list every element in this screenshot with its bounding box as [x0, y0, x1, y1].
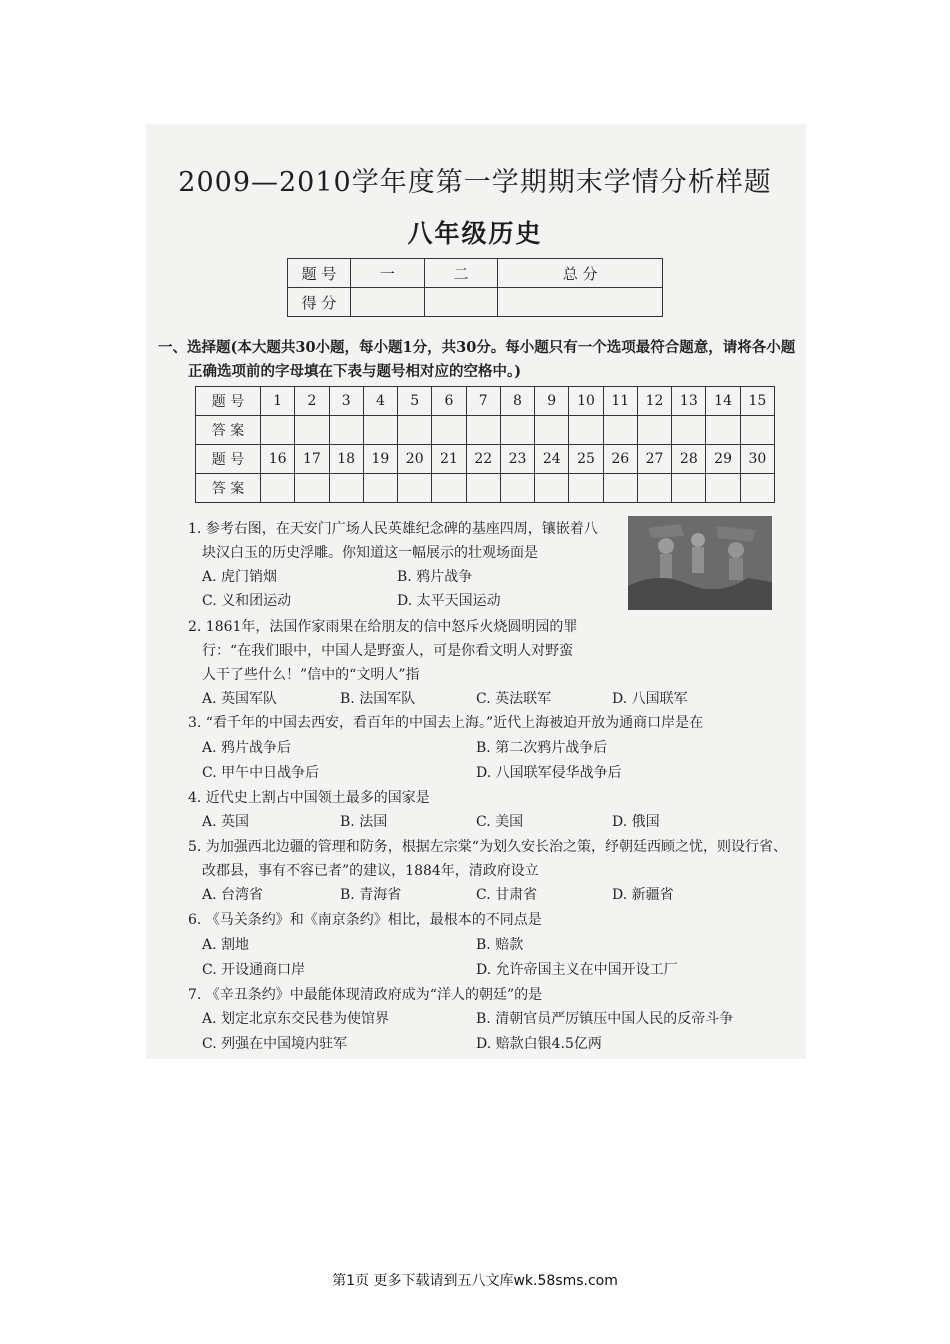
score-cell[interactable] [424, 288, 498, 317]
q2-stem-line: 人干了些什么！”信中的“文明人”指 [202, 667, 420, 683]
q4-option-c: C. 美国 [476, 814, 524, 830]
question-number-cell: 6 [432, 387, 466, 416]
answer-cell[interactable] [637, 474, 671, 503]
q4-option-a: A. 英国 [202, 814, 250, 830]
question-number-cell: 2 [295, 387, 329, 416]
q5-option-b: B. 青海省 [340, 887, 402, 903]
q3-option-d: D. 八国联军侵华战争后 [476, 765, 622, 781]
q3-stem-line: 3. “看千年的中国去西安，看百年的中国去上海。”近代上海被迫开放为通商口岸是在 [188, 715, 704, 731]
answer-cell[interactable] [295, 416, 329, 445]
answer-cell[interactable] [295, 474, 329, 503]
question-number-cell: 27 [637, 445, 671, 474]
answer-cell[interactable] [706, 474, 740, 503]
row-label: 答 案 [196, 474, 261, 503]
question-number-cell: 16 [261, 445, 295, 474]
q1-stem-line: 1. 参考右图，在天安门广场人民英雄纪念碑的基座四周，镶嵌着八 [188, 521, 598, 537]
question-number-cell: 30 [740, 445, 774, 474]
score-header-cell: 题 号 [288, 259, 351, 288]
question-number-cell: 5 [398, 387, 432, 416]
answer-cell[interactable] [261, 416, 295, 445]
answer-number-row [196, 445, 775, 474]
q5-option-d: D. 新疆省 [612, 887, 674, 903]
q6-option-b: B. 赔款 [476, 937, 524, 953]
score-header-cell: 一 [351, 259, 425, 288]
answer-cell[interactable] [329, 474, 363, 503]
score-cell[interactable] [498, 288, 663, 317]
question-number-cell: 26 [603, 445, 637, 474]
q1-option-a: A. 虎门销烟 [202, 569, 278, 585]
q7-option-b: B. 清朝官员严厉镇压中国人民的反帝斗争 [476, 1011, 734, 1027]
exam-title: 2009—2010学年度第一学期期末学情分析样题 [178, 167, 772, 198]
q7-option-c: C. 列强在中国境内驻军 [202, 1036, 348, 1052]
answer-cell[interactable] [672, 416, 706, 445]
answer-fill-row [196, 416, 775, 445]
q5-option-a: A. 台湾省 [202, 887, 264, 903]
question-number-cell: 18 [329, 445, 363, 474]
answer-cell[interactable] [603, 474, 637, 503]
page-footer: 第1页 更多下载请到五八文库wk.58sms.com [332, 1273, 618, 1289]
row-label: 题 号 [196, 445, 261, 474]
question-number-cell: 8 [500, 387, 534, 416]
answer-cell[interactable] [329, 416, 363, 445]
q4-option-b: B. 法国 [340, 814, 388, 830]
row-label: 答 案 [196, 416, 261, 445]
q3-option-a: A. 鸦片战争后 [202, 740, 292, 756]
section1-instruction-line1: 一、选择题(本大题共30小题，每小题1分，共30分。每小题只有一个选项最符合题意，请将各小题 [158, 339, 796, 356]
q6-option-a: A. 割地 [202, 937, 250, 953]
answer-cell[interactable] [466, 416, 500, 445]
answer-cell[interactable] [363, 416, 397, 445]
q5-stem-line: 改郡县，事有不容已者”的建议，1884年，清政府设立 [202, 863, 539, 879]
answer-cell[interactable] [706, 416, 740, 445]
q1-option-d: D. 太平天国运动 [397, 593, 501, 609]
q6-stem-line: 6. 《马关条约》和《南京条约》相比，最根本的不同点是 [188, 912, 542, 928]
answer-cell[interactable] [363, 474, 397, 503]
question-number-cell: 11 [603, 387, 637, 416]
score-label-cell: 得 分 [288, 288, 351, 317]
q2-option-c: C. 英法联军 [476, 691, 552, 707]
answer-cell[interactable] [740, 416, 774, 445]
question-number-cell: 19 [363, 445, 397, 474]
section1-instruction-line2: 正确选项前的字母填在下表与题号相对应的空格中。) [188, 363, 522, 380]
question-number-cell: 1 [261, 387, 295, 416]
question-number-cell: 21 [432, 445, 466, 474]
answer-cell[interactable] [398, 474, 432, 503]
question-number-cell: 3 [329, 387, 363, 416]
answer-cell[interactable] [569, 416, 603, 445]
q4-option-d: D. 俄国 [612, 814, 660, 830]
answer-number-row [196, 387, 775, 416]
answer-cell[interactable] [603, 416, 637, 445]
question-number-cell: 22 [466, 445, 500, 474]
question-number-cell: 12 [637, 387, 671, 416]
question-number-cell: 9 [535, 387, 569, 416]
q6-option-d: D. 允许帝国主义在中国开设工厂 [476, 962, 678, 978]
answer-cell[interactable] [500, 474, 534, 503]
q6-option-c: C. 开设通商口岸 [202, 962, 306, 978]
question-number-cell: 29 [706, 445, 740, 474]
q4-stem-line: 4. 近代史上割占中国领土最多的国家是 [188, 790, 430, 806]
score-header-cell: 二 [424, 259, 498, 288]
answer-cell[interactable] [569, 474, 603, 503]
q2-stem-line: 2. 1861年，法国作家雨果在给朋友的信中怒斥火烧圆明园的罪 [188, 619, 578, 635]
question-number-cell: 7 [466, 387, 500, 416]
answer-cell[interactable] [432, 416, 466, 445]
answer-fill-row [196, 474, 775, 503]
answer-cell[interactable] [535, 416, 569, 445]
q2-option-b: B. 法国军队 [340, 691, 416, 707]
score-header-cell: 总 分 [498, 259, 663, 288]
score-cell[interactable] [351, 288, 425, 317]
answer-cell[interactable] [261, 474, 295, 503]
score-table-header-row [288, 259, 663, 288]
question-number-cell: 23 [500, 445, 534, 474]
score-table [287, 258, 663, 317]
q1-stem-line: 块汉白玉的历史浮雕。你知道这一幅展示的壮观场面是 [202, 545, 538, 561]
q1-option-b: B. 鸦片战争 [397, 569, 473, 585]
q2-stem-line: 行：“在我们眼中，中国人是野蛮人，可是你看文明人对野蛮 [202, 643, 574, 659]
question-number-cell: 13 [672, 387, 706, 416]
q3-option-c: C. 甲午中日战争后 [202, 765, 320, 781]
question-number-cell: 28 [672, 445, 706, 474]
answer-cell[interactable] [398, 416, 432, 445]
q5-option-c: C. 甘肃省 [476, 887, 538, 903]
row-label: 题 号 [196, 387, 261, 416]
answer-cell[interactable] [432, 474, 466, 503]
answer-cell[interactable] [535, 474, 569, 503]
relief-sculpture-photo [628, 516, 772, 610]
question-number-cell: 24 [535, 445, 569, 474]
answer-table [195, 386, 775, 503]
question-number-cell: 17 [295, 445, 329, 474]
q7-stem-line: 7. 《辛丑条约》中最能体现清政府成为“洋人的朝廷”的是 [188, 987, 543, 1003]
question-number-cell: 25 [569, 445, 603, 474]
question-number-cell: 15 [740, 387, 774, 416]
answer-cell[interactable] [466, 474, 500, 503]
answer-cell[interactable] [500, 416, 534, 445]
q1-option-c: C. 义和团运动 [202, 593, 292, 609]
answer-cell[interactable] [740, 474, 774, 503]
score-table-score-row [288, 288, 663, 317]
exam-subtitle: 八年级历史 [407, 219, 543, 248]
q7-option-d: D. 赔款白银4.5亿两 [476, 1036, 602, 1052]
answer-cell[interactable] [672, 474, 706, 503]
answer-cell[interactable] [637, 416, 671, 445]
q2-option-d: D. 八国联军 [612, 691, 688, 707]
question-number-cell: 10 [569, 387, 603, 416]
q7-option-a: A. 划定北京东交民巷为使馆界 [202, 1011, 390, 1027]
q5-stem-line: 5. 为加强西北边疆的管理和防务，根据左宗棠“为划久安长治之策，纾朝廷西顾之忧，则设行省、 [188, 839, 787, 855]
question-number-cell: 20 [398, 445, 432, 474]
question-number-cell: 14 [706, 387, 740, 416]
q3-option-b: B. 第二次鸦片战争后 [476, 740, 608, 756]
q2-option-a: A. 英国军队 [202, 691, 278, 707]
question-number-cell: 4 [363, 387, 397, 416]
